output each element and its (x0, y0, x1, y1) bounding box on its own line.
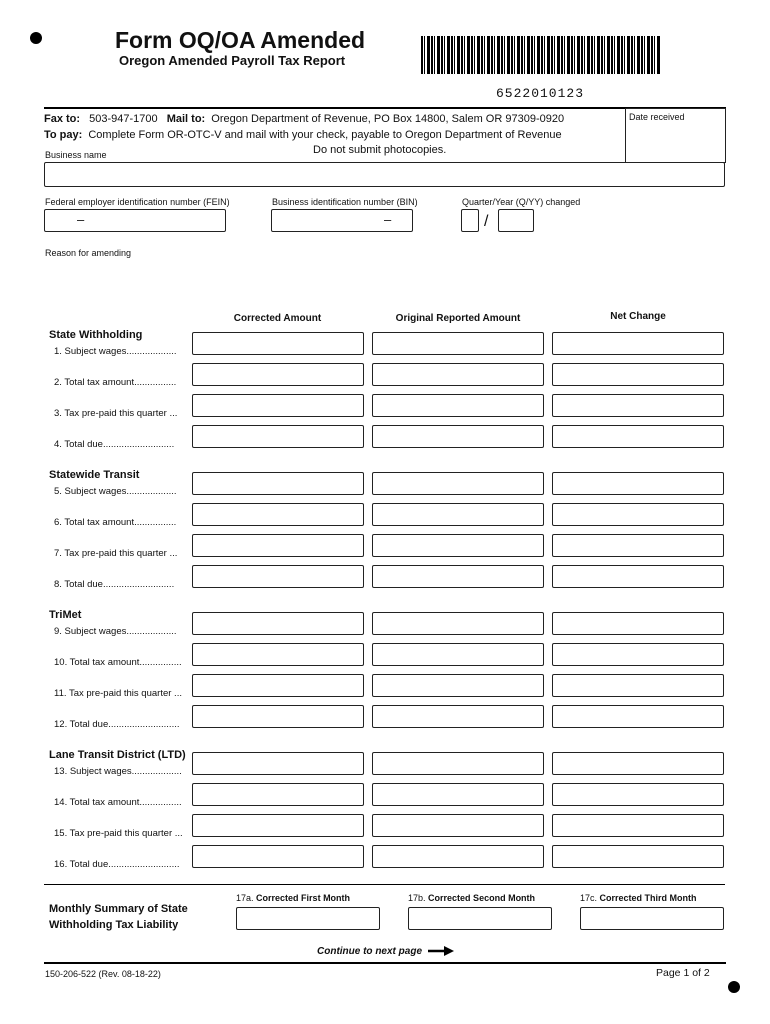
amount-input-net[interactable] (552, 814, 724, 837)
amount-input-corrected[interactable] (192, 814, 364, 837)
amount-input-original[interactable] (372, 332, 544, 355)
fax-label: Fax to: (44, 113, 81, 125)
summary-title-1: Monthly Summary of State (49, 903, 188, 915)
form-number: 150-206-522 (Rev. 08-18-22) (45, 969, 161, 979)
year-input[interactable] (498, 209, 534, 232)
amount-input-corrected[interactable] (192, 674, 364, 697)
amount-input-corrected[interactable] (192, 643, 364, 666)
barcode-number: 6522010123 (496, 86, 585, 101)
amount-input-net[interactable] (552, 534, 724, 557)
mail-label: Mail to: (166, 113, 206, 125)
bin-label: Business identification number (BIN) (272, 197, 418, 207)
amount-input-original[interactable] (372, 503, 544, 526)
barcode (421, 36, 661, 74)
line-label: 8. Total due........................... (54, 579, 175, 590)
registration-mark-bottom-right (728, 981, 740, 993)
summary-title-2: Withholding Tax Liability (49, 919, 179, 931)
month3-label (580, 893, 697, 903)
line-label: 1. Subject wages................... (54, 346, 177, 357)
amount-input-net[interactable] (552, 674, 724, 697)
month3-text: Corrected Third Month (599, 893, 697, 903)
bin-input[interactable] (271, 209, 413, 232)
line-label: 16. Total due........................... (54, 859, 180, 870)
amount-input-original[interactable] (372, 425, 544, 448)
amount-input-net[interactable] (552, 472, 724, 495)
line-label: 13. Subject wages................... (54, 766, 182, 777)
month3-num: 17c. (580, 893, 598, 903)
summary-divider (44, 884, 725, 885)
amount-input-corrected[interactable] (192, 565, 364, 588)
amount-input-net[interactable] (552, 363, 724, 386)
section-title: TriMet (49, 609, 82, 621)
line-label: 7. Tax pre-paid this quarter ... (54, 548, 178, 559)
form-title: Form OQ/OA Amended (115, 27, 366, 53)
line-label: 12. Total due........................... (54, 719, 180, 730)
pay-line (44, 129, 562, 141)
amount-input-original[interactable] (372, 752, 544, 775)
top-divider (44, 107, 726, 109)
section-title: Statewide Transit (49, 469, 140, 481)
line-label: 6. Total tax amount................ (54, 517, 177, 528)
amount-input-original[interactable] (372, 612, 544, 635)
amount-input-original[interactable] (372, 472, 544, 495)
col-net-change: Net Change (610, 311, 666, 322)
fax-line (44, 113, 564, 125)
amount-input-net[interactable] (552, 503, 724, 526)
month2-text: Corrected Second Month (428, 893, 536, 903)
amount-input-original[interactable] (372, 643, 544, 666)
registration-mark-top-left (30, 32, 42, 44)
amount-input-net[interactable] (552, 425, 724, 448)
month1-text: Corrected First Month (256, 893, 351, 903)
amount-input-net[interactable] (552, 612, 724, 635)
amount-input-corrected[interactable] (192, 363, 364, 386)
line-label: 15. Tax pre-paid this quarter ... (54, 828, 183, 839)
amount-input-net[interactable] (552, 394, 724, 417)
line-label: 3. Tax pre-paid this quarter ... (54, 408, 178, 419)
mail-address: Oregon Department of Revenue, PO Box 14800, Salem OR 97309-0920 (211, 113, 565, 125)
amount-input-net[interactable] (552, 752, 724, 775)
amount-input-net[interactable] (552, 845, 724, 868)
line-label: 11. Tax pre-paid this quarter ... (54, 688, 182, 699)
continue-text: Continue to next page (317, 946, 422, 957)
amount-input-corrected[interactable] (192, 752, 364, 775)
amount-input-corrected[interactable] (192, 425, 364, 448)
amount-input-net[interactable] (552, 705, 724, 728)
line-label: 9. Subject wages................... (54, 626, 177, 637)
date-received-box (625, 108, 726, 163)
arrow-right-icon (428, 946, 454, 956)
amount-input-original[interactable] (372, 394, 544, 417)
amount-input-net[interactable] (552, 332, 724, 355)
amount-input-net[interactable] (552, 565, 724, 588)
page-number: Page 1 of 2 (656, 967, 710, 979)
fein-input[interactable] (44, 209, 226, 232)
date-received-label: Date received (629, 112, 685, 122)
month2-num: 17b. (408, 893, 426, 903)
fax-number: 503-947-1700 (89, 113, 158, 125)
line-label: 4. Total due........................... (54, 439, 175, 450)
quarter-slash: / (484, 213, 489, 230)
bin-dash: – (384, 212, 392, 227)
amount-input-original[interactable] (372, 363, 544, 386)
col-corrected-amount: Corrected Amount (233, 313, 322, 324)
amount-input-original[interactable] (372, 534, 544, 557)
line-label: 10. Total tax amount................ (54, 657, 182, 668)
amount-input-original[interactable] (372, 705, 544, 728)
amount-input-corrected[interactable] (192, 394, 364, 417)
month2-input[interactable] (408, 907, 552, 930)
amount-input-corrected[interactable] (192, 472, 364, 495)
section-title: Lane Transit District (LTD) (49, 749, 186, 761)
business-name-input[interactable] (44, 162, 725, 187)
reason-label: Reason for amending (45, 248, 132, 258)
business-name-label: Business name (45, 150, 107, 160)
month2-label (408, 893, 535, 903)
amount-input-corrected[interactable] (192, 783, 364, 806)
month1-num: 17a. (236, 893, 254, 903)
month1-input[interactable] (236, 907, 380, 930)
amount-input-net[interactable] (552, 643, 724, 666)
amount-input-original[interactable] (372, 845, 544, 868)
col-original-amount: Original Reported Amount (395, 313, 521, 324)
form-subtitle: Oregon Amended Payroll Tax Report (119, 53, 346, 68)
continue-note (317, 946, 454, 957)
pay-label: To pay: (44, 129, 83, 141)
line-label: 2. Total tax amount................ (54, 377, 177, 388)
fein-label: Federal employer identification number (FEIN) (45, 197, 230, 207)
amount-input-original[interactable] (372, 783, 544, 806)
quarter-input[interactable] (461, 209, 479, 232)
line-label: 14. Total tax amount................ (54, 797, 182, 808)
amount-input-corrected[interactable] (192, 705, 364, 728)
amount-input-corrected[interactable] (192, 845, 364, 868)
line-label: 5. Subject wages................... (54, 486, 177, 497)
quarter-label: Quarter/Year (Q/YY) changed (462, 197, 581, 207)
month3-input[interactable] (580, 907, 724, 930)
amount-input-corrected[interactable] (192, 332, 364, 355)
bottom-divider (44, 962, 726, 964)
amount-input-corrected[interactable] (192, 612, 364, 635)
amount-input-original[interactable] (372, 674, 544, 697)
pay-text: Complete Form OR-OTC-V and mail with your check, payable to Oregon Department of Revenue (88, 129, 562, 141)
amount-input-corrected[interactable] (192, 503, 364, 526)
photocopy-note: Do not submit photocopies. (313, 144, 447, 156)
fein-dash: – (77, 212, 85, 227)
amount-input-original[interactable] (372, 814, 544, 837)
section-title: State Withholding (49, 329, 143, 341)
month1-label (236, 893, 350, 903)
amount-input-original[interactable] (372, 565, 544, 588)
amount-input-corrected[interactable] (192, 534, 364, 557)
amount-input-net[interactable] (552, 783, 724, 806)
